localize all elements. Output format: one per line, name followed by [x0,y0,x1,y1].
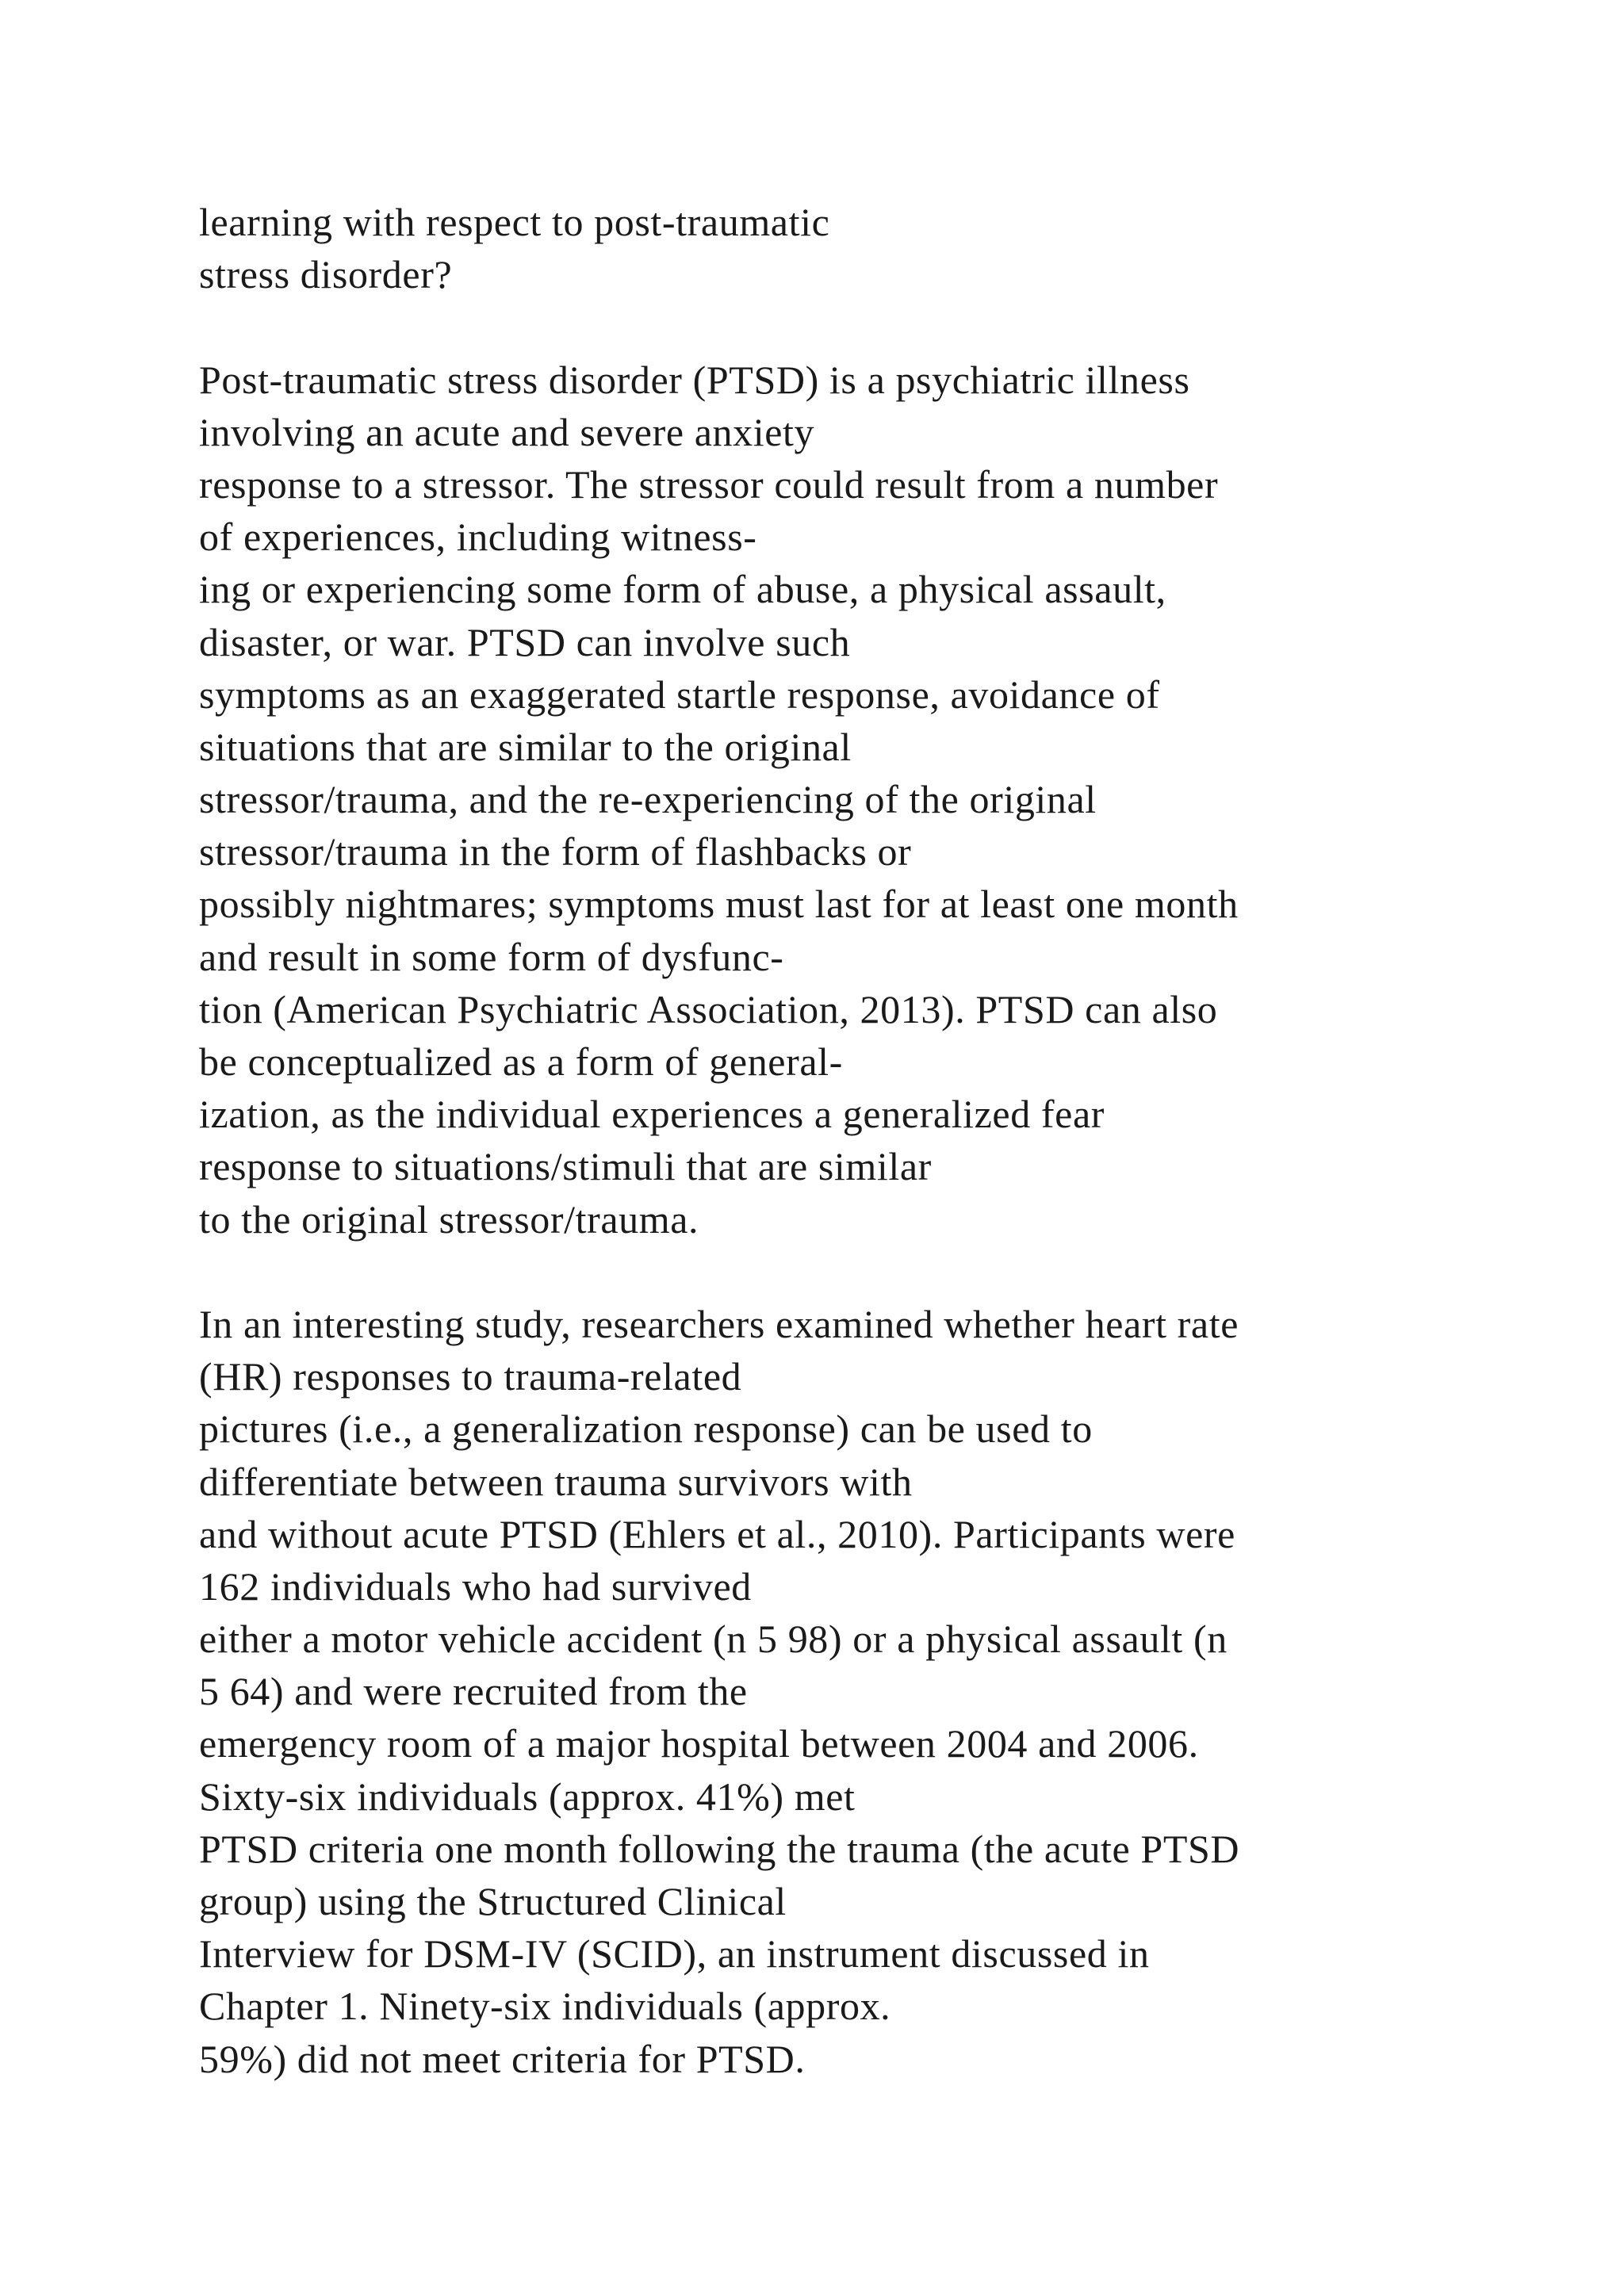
text-line: 5 64) and were recruited from the [199,1669,748,1714]
text-line: ing or experiencing some form of abuse, a physical assault, [199,567,1166,612]
text-line: tion (American Psychiatric Association, 2013). PTSD can also [199,986,1218,1031]
paragraph-study [199,1298,1595,2085]
paragraph-ptsd-definition [199,354,1595,1246]
text-line: and result in some form of dysfunc- [199,934,784,979]
text-line: stressor/trauma, and the re-experiencing of the original [199,777,1097,822]
text-line: Interview for DSM-IV (SCID), an instrument discussed in [199,1931,1150,1976]
text-line: stressor/trauma in the form of flashbacks or [199,829,912,874]
text-line: PTSD criteria one month following the trauma (the acute PTSD [199,1826,1240,1871]
text-line: symptoms as an exaggerated startle response, avoidance of [199,672,1160,717]
paragraph-spacer [199,1246,1595,1298]
document-text [199,196,1595,2085]
text-line: response to situations/stimuli that are similar [199,1144,932,1189]
text-line: group) using the Structured Clinical [199,1879,787,1923]
text-line: either a motor vehicle accident (n 5 98) or a physical assault (n [199,1617,1228,1662]
text-line: situations that are similar to the original [199,724,852,769]
text-line: be conceptualized as a form of general- [199,1039,843,1084]
text-line: to the original stressor/trauma. [199,1196,699,1242]
text-line: In an interesting study, researchers examined whether heart rate [199,1301,1239,1346]
text-line: 162 individuals who had survived [199,1563,752,1609]
text-line: stress disorder? [199,252,453,297]
text-line: and without acute PTSD (Ehlers et al., 2010). Participants were [199,1511,1235,1556]
text-line: (HR) responses to trauma-related [199,1354,742,1399]
text-line: ization, as the individual experiences a generalized fear [199,1092,1105,1137]
text-line: Chapter 1. Ninety-six individuals (approx. [199,1984,891,2029]
text-line: emergency room of a major hospital between 2004 and 2006. [199,1721,1199,1766]
text-line: Post-traumatic stress disorder (PTSD) is a psychiatric illness [199,357,1190,402]
paragraph-question [199,196,1595,300]
text-line: possibly nightmares; symptoms must last for at least one month [199,882,1239,927]
text-line: learning with respect to post-traumatic [199,200,830,244]
text-line: Sixty-six individuals (approx. 41%) met [199,1774,856,1819]
text-line: differentiate between trauma survivors with [199,1459,913,1504]
paragraph-spacer [199,300,1595,353]
text-line: of experiences, including witness- [199,515,757,560]
text-line: disaster, or war. PTSD can involve such [199,619,851,664]
text-line: pictures (i.e., a generalization response) can be used to [199,1406,1093,1452]
text-line: 59%) did not meet criteria for PTSD. [199,2036,806,2081]
text-line: response to a stressor. The stressor could result from a number [199,461,1219,507]
text-line: involving an acute and severe anxiety [199,409,815,454]
